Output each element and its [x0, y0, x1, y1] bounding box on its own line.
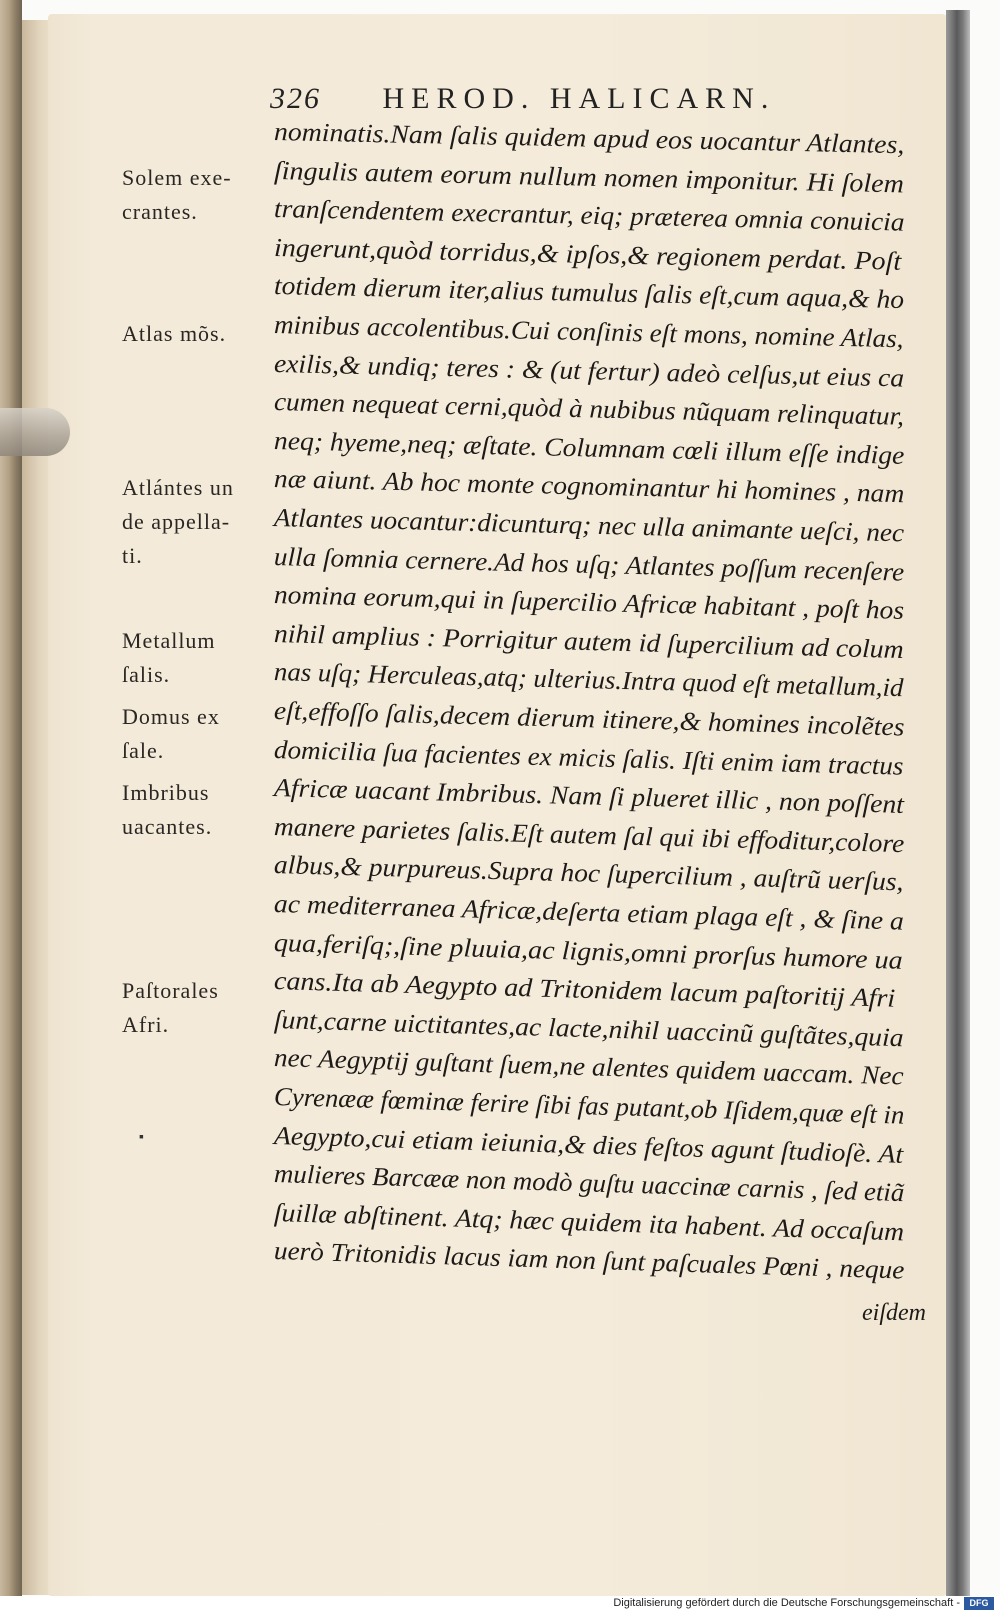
catchword: eiſdem [862, 1300, 926, 1326]
text-line: qua,feriſq;,ſine pluuia,ac lignis,omni prorſus humore ua [273, 927, 904, 975]
margin-note-metallum [122, 628, 216, 688]
dfg-logo: DFG [964, 1597, 994, 1610]
margin-note-pastorales [122, 978, 219, 1038]
text-line: cans.Ita ab Aegypto ad Tritonidem lacum paſtoritij Afri [273, 966, 896, 1013]
running-header [270, 82, 775, 116]
text-line: Cyrenææ fœminæ ferire ſibi fas putant,ob Iſidem,quæ eſt in [273, 1082, 905, 1130]
margin-note-line: crantes. [122, 199, 198, 224]
running-title: HEROD. HALICARN. [382, 82, 776, 115]
text-line: manere parietes ſalis.Eſt autem ſal qui ibi effoditur,colore [273, 811, 905, 858]
text-line: Africæ uacant Imbribus. Nam ſi plueret illic , non poſſent [273, 773, 905, 820]
margin-note-atlantes [122, 475, 234, 569]
footer-credit: Digitalisierung gefördert durch die Deutsche Forschungsgemeinschaft - [613, 1597, 960, 1609]
margin-note-line: ſale. [122, 738, 165, 763]
text-line: Aegypto,cui etiam ieiunia,& dies feſtos agunt ſtudioſè. At [273, 1120, 904, 1169]
text-line: cumen nequeat cerni,quòd à nubibus nũquam relinquatur, [273, 387, 905, 431]
book-spine-edge [0, 0, 22, 1600]
margin-note-line: Paſtorales [122, 978, 219, 1003]
text-line: ſunt,carne uictitantes,ac lacte,nihil uaccinũ guſtãtes,quia [273, 1004, 904, 1053]
margin-note-line: Solem exe- [122, 165, 232, 190]
margin-note-solem [122, 165, 232, 225]
text-line: totidem dierum iter,alius tumulus ſalis eſt,cum aqua,& ho [273, 271, 905, 315]
margin-note-line: Imbribus [122, 780, 210, 805]
margin-note-imbribus [122, 780, 212, 840]
text-line: exilis,& undiq; teres : & (ut fertur) adeò celſus,ut eius ca [273, 348, 905, 393]
text-line: ſuillæ abſtinent. Atq; hæc quidem ita habent. Ad occaſum [273, 1197, 905, 1247]
text-line: ulla ſomnia cernere.Ad hos uſq; Atlantes poſſum recenſere [273, 541, 905, 587]
margin-note-line: Atlántes un [122, 475, 234, 500]
margin-note-line: ſalis. [122, 662, 171, 687]
margin-note-line: ti. [122, 543, 143, 568]
text-line: eſt,effoſſo ſalis,decem dierum itinere,& homines incolẽtes [273, 696, 905, 742]
text-line: Atlantes uocantur:dicunturq; nec ulla animante ueſci, nec [273, 503, 905, 548]
text-line: nec Aegyptij guſtant ſuem,ne alentes quidem uaccam. Nec [273, 1043, 904, 1091]
margin-note-line: Domus ex [122, 704, 220, 729]
margin-note-line: Metallum [122, 628, 216, 653]
margin-note-line: Atlas mõs. [122, 321, 227, 346]
margin-note-domus [122, 704, 220, 764]
text-line: næ aiunt. Ab hoc monte cognominantur hi homines , nam [273, 464, 905, 509]
text-line: neq; hyeme,neq; æſtate. Columnam cœli illum eſſe indige [273, 425, 905, 470]
text-line: minibus accolentibus.Cui conſinis eſt mons, nomine Atlas, [273, 310, 904, 354]
margin-note-line: uacantes. [122, 814, 213, 839]
text-line: ſingulis autem eorum nullum nomen imponitur. Hi ſolem [273, 155, 905, 199]
text-line: ingerunt,quòd torridus,& ipſos,& regionem perdat. Poſt [273, 232, 902, 276]
text-line: nomina eorum,qui in ſupercilio Africæ habitant , poſt hos [273, 580, 905, 626]
margin-note-atlas [122, 321, 226, 347]
margin-note-line: Afri. [122, 1012, 170, 1037]
text-line: nominatis.Nam ſalis quidem apud eos uocantur Atlantes, [273, 117, 905, 160]
page-clip-tab [0, 408, 70, 456]
text-line: uerò Tritonidis lacus iam non ſunt paſcuales Pœni , neque [273, 1236, 905, 1285]
page-stack-edge [946, 10, 970, 1600]
text-line: ac mediterranea Africæ,deſerta etiam plaga eſt , & ſine a [273, 889, 905, 936]
text-line: albus,& purpureus.Supra hoc ſupercilium , auſtrũ uerſus, [273, 850, 904, 897]
text-line: nihil amplius : Porrigitur autem id ſupercilium ad colum [273, 618, 905, 664]
text-line: domicilia ſua facientes ex micis ſalis. Iſti enim iam tractus [273, 734, 904, 781]
text-line: tranſcendentem execrantur, eiq; præterea omnia conuicia [273, 194, 905, 237]
page-number: 326 [270, 82, 321, 115]
ink-mark: ▪ [139, 1130, 144, 1145]
margin-note-line: de appella- [122, 509, 231, 534]
text-line: nas uſq; Herculeas,atq; ulterius.Intra quod eſt metallum,id [273, 657, 904, 703]
text-line: mulieres Barcææ non modò guſtu uaccinæ carnis , ſed etiã [273, 1159, 905, 1208]
